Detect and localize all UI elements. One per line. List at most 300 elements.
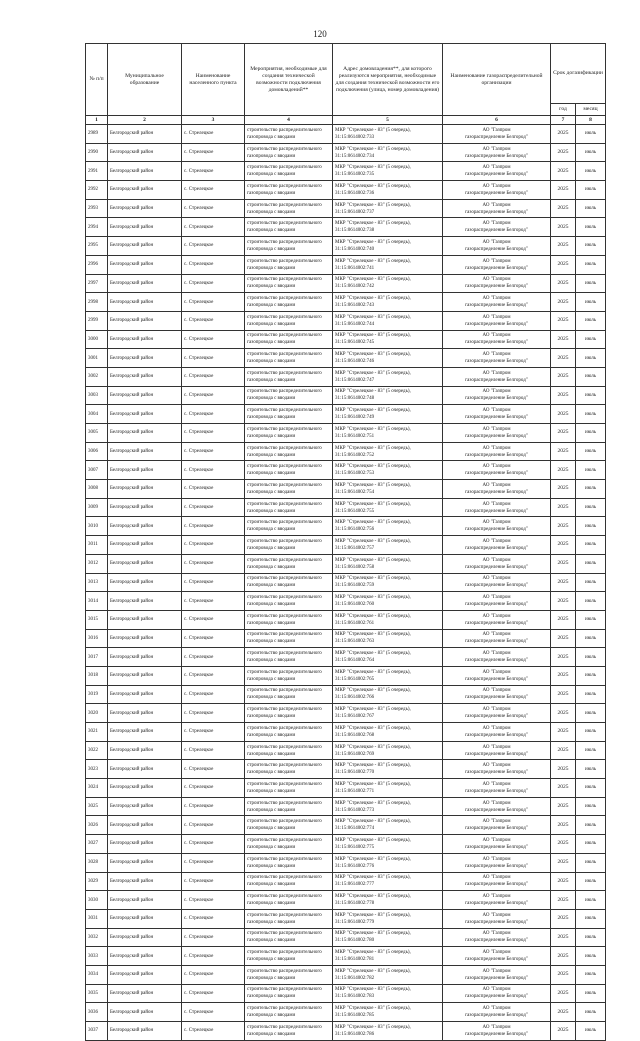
table-header: [86, 44, 606, 125]
row-address: [333, 872, 443, 891]
row-org: [443, 1022, 551, 1041]
row-measures: [245, 199, 333, 218]
row-org-text: газораспределение Белгород": [465, 134, 528, 140]
row-settlement: [182, 984, 245, 1003]
row-municipality: [108, 573, 182, 592]
row-settlement-text: с. Стрелецкое: [184, 374, 214, 380]
row-month: [576, 1022, 606, 1041]
row-settlement: [182, 723, 245, 742]
table-row: [86, 853, 606, 872]
row-month: [576, 386, 606, 405]
row-measures-text: газопровода с вводами: [247, 658, 296, 664]
row-org-text: газораспределение Белгород": [465, 265, 528, 271]
row-municipality-text: Белгородский район: [110, 150, 154, 156]
row-address-text: 31:15:0614002:748: [335, 396, 375, 402]
row-measures-text: строительство распределительного: [247, 968, 322, 974]
row-municipality: [108, 947, 182, 966]
row-address: [333, 162, 443, 181]
row-municipality-text: Белгородский район: [110, 187, 154, 193]
row-org-text: газораспределение Белгород": [465, 246, 528, 252]
row-month-text: июль: [584, 411, 597, 417]
row-org-text: газораспределение Белгород": [465, 359, 528, 365]
row-org-text: АО "Газпром: [482, 127, 511, 133]
row-number-text: 3036: [88, 1009, 98, 1015]
row-measures-text: строительство распределительного: [247, 221, 322, 227]
row-month: [576, 442, 606, 461]
row-settlement-text: с. Стрелецкое: [184, 187, 214, 193]
row-municipality-text: Белгородский район: [110, 280, 154, 286]
row-number-text: 3003: [88, 392, 98, 398]
row-address-text: 31:15:0614002:747: [335, 377, 375, 383]
row-org-text: АО "Газпром: [482, 781, 511, 787]
row-year-text: 2025: [557, 1027, 569, 1034]
row-org-text: АО "Газпром: [482, 856, 511, 862]
row-measures: [245, 237, 333, 256]
row-address-text: МКР "Стрелецкое - 83" (5 очередь),: [335, 501, 411, 507]
row-org: [443, 797, 551, 816]
row-org: [443, 947, 551, 966]
row-number: [86, 610, 108, 629]
row-year: [551, 965, 576, 984]
table-row: [86, 498, 606, 517]
row-org-text: АО "Газпром: [482, 987, 511, 993]
row-settlement-text: с. Стрелецкое: [184, 318, 214, 324]
row-measures: [245, 1022, 333, 1041]
row-month-text: июль: [584, 523, 597, 529]
row-address-text: 31:15:0614002:771: [335, 788, 375, 794]
row-org-text: газораспределение Белгород": [465, 209, 528, 215]
table-row: [86, 723, 606, 742]
row-year-text: 2025: [557, 728, 569, 735]
row-year-text: 2025: [557, 186, 569, 193]
row-address-text: МКР "Стрелецкое - 83" (5 очередь),: [335, 296, 411, 302]
row-settlement-text: с. Стрелецкое: [184, 467, 214, 473]
row-measures-text: строительство распределительного: [247, 464, 322, 470]
row-measures-text: газопровода с вводами: [247, 303, 296, 309]
row-org-text: АО "Газпром: [482, 800, 511, 806]
row-year-text: 2025: [557, 859, 569, 866]
row-settlement: [182, 536, 245, 555]
row-org-text: газораспределение Белгород": [465, 826, 528, 832]
row-org-text: газораспределение Белгород": [465, 770, 528, 776]
row-settlement: [182, 386, 245, 405]
row-month-text: июль: [584, 467, 597, 473]
row-org-text: газораспределение Белгород": [465, 844, 528, 850]
row-number-text: 3024: [88, 785, 98, 791]
row-measures-text: строительство распределительного: [247, 688, 322, 694]
row-org-text: газораспределение Белгород": [465, 190, 528, 196]
row-org: [443, 666, 551, 685]
row-address: [333, 1003, 443, 1022]
row-org-text: АО "Газпром: [482, 1006, 511, 1012]
row-municipality: [108, 853, 182, 872]
row-settlement-text: с. Стрелецкое: [184, 691, 214, 697]
row-measures-text: газопровода с вводами: [247, 583, 296, 589]
row-settlement-text: с. Стрелецкое: [184, 673, 214, 679]
row-org-text: газораспределение Белгород": [465, 340, 528, 346]
row-number-text: 3037: [88, 1028, 98, 1034]
row-month-text: июль: [584, 280, 597, 286]
row-settlement: [182, 498, 245, 517]
row-number: [86, 330, 108, 349]
row-year-text: 2025: [557, 354, 569, 361]
row-number: [86, 274, 108, 293]
row-measures-text: газопровода с вводами: [247, 377, 296, 383]
row-measures-text: строительство распределительного: [247, 165, 322, 171]
row-org-text: АО "Газпром: [482, 688, 511, 694]
row-measures-text: строительство распределительного: [247, 632, 322, 638]
row-address-text: МКР "Стрелецкое - 83" (5 очередь),: [335, 968, 411, 974]
row-address-text: 31:15:0614002:776: [335, 863, 375, 869]
row-number: [86, 741, 108, 760]
row-municipality-text: Белгородский район: [110, 785, 154, 791]
row-number: [86, 405, 108, 424]
row-org-text: газораспределение Белгород": [465, 471, 528, 477]
row-measures: [245, 442, 333, 461]
row-address-text: 31:15:0614002:763: [335, 639, 375, 645]
table-row: [86, 797, 606, 816]
row-measures-text: газопровода с вводами: [247, 246, 296, 252]
row-org: [443, 237, 551, 256]
row-address: [333, 461, 443, 480]
row-month-text: июль: [584, 766, 597, 772]
row-settlement: [182, 274, 245, 293]
row-address-text: МКР "Стрелецкое - 83" (5 очередь),: [335, 781, 411, 787]
row-settlement: [182, 1003, 245, 1022]
row-year-text: 2025: [557, 541, 569, 548]
row-address: [333, 573, 443, 592]
row-address-text: МКР "Стрелецкое - 83" (5 очередь),: [335, 595, 411, 601]
row-address-text: МКР "Стрелецкое - 83" (5 очередь),: [335, 669, 411, 675]
row-measures-text: газопровода с вводами: [247, 957, 296, 963]
row-month: [576, 143, 606, 162]
row-measures: [245, 891, 333, 910]
row-measures-text: строительство распределительного: [247, 613, 322, 619]
row-org: [443, 853, 551, 872]
row-number-text: 3001: [88, 355, 98, 361]
row-address-text: МКР "Стрелецкое - 83" (5 очередь),: [335, 819, 411, 825]
row-org: [443, 367, 551, 386]
row-municipality: [108, 648, 182, 667]
row-measures-text: строительство распределительного: [247, 856, 322, 862]
row-address: [333, 517, 443, 536]
row-municipality: [108, 293, 182, 312]
row-address: [333, 928, 443, 947]
row-number: [86, 218, 108, 237]
row-org: [443, 760, 551, 779]
row-municipality-text: Белгородский район: [110, 336, 154, 342]
row-year-text: 2025: [557, 373, 569, 380]
row-municipality: [108, 760, 182, 779]
row-settlement-text: с. Стрелецкое: [184, 131, 214, 137]
row-address-text: 31:15:0614002:766: [335, 695, 375, 701]
row-address-text: 31:15:0614002:753: [335, 471, 375, 477]
row-settlement-text: с. Стрелецкое: [184, 748, 214, 754]
row-org-text: газораспределение Белгород": [465, 1013, 528, 1019]
row-measures-text: газопровода с вводами: [247, 134, 296, 140]
row-month-text: июль: [584, 150, 597, 156]
row-settlement: [182, 293, 245, 312]
row-address: [333, 947, 443, 966]
row-org-text: АО "Газпром: [482, 950, 511, 956]
row-year-text: 2025: [557, 167, 569, 174]
row-address-text: МКР "Стрелецкое - 83" (5 очередь),: [335, 987, 411, 993]
row-settlement: [182, 629, 245, 648]
row-org-text: АО "Газпром: [482, 669, 511, 675]
row-address-text: МКР "Стрелецкое - 83" (5 очередь),: [335, 1006, 411, 1012]
row-settlement-text: с. Стрелецкое: [184, 299, 214, 305]
row-number: [86, 386, 108, 405]
row-settlement: [182, 1022, 245, 1041]
row-municipality-text: Белгородский район: [110, 1028, 154, 1034]
row-year: [551, 704, 576, 723]
table-row: [86, 536, 606, 555]
row-org: [443, 162, 551, 181]
row-org: [443, 723, 551, 742]
row-address: [333, 311, 443, 330]
row-year-text: 2025: [557, 971, 569, 978]
row-measures-text: газопровода с вводами: [247, 153, 296, 159]
row-municipality-text: Белгородский район: [110, 953, 154, 959]
row-month: [576, 424, 606, 443]
row-address-text: МКР "Стрелецкое - 83" (5 очередь),: [335, 389, 411, 395]
header-month: месяц: [576, 104, 606, 116]
row-number: [86, 1003, 108, 1022]
table-row: [86, 1022, 606, 1041]
row-measures-text: газопровода с вводами: [247, 190, 296, 196]
row-measures-text: газопровода с вводами: [247, 788, 296, 794]
row-number-text: 2998: [88, 299, 98, 305]
row-month-text: июль: [584, 822, 597, 828]
row-number-text: 2992: [88, 187, 98, 193]
row-org: [443, 293, 551, 312]
row-year-text: 2025: [557, 840, 569, 847]
row-measures: [245, 274, 333, 293]
row-municipality-text: Белгородский район: [110, 467, 154, 473]
gasification-table: [85, 43, 606, 1041]
row-address-text: 31:15:0614002:779: [335, 919, 375, 925]
row-settlement: [182, 349, 245, 368]
row-settlement-text: с. Стрелецкое: [184, 579, 214, 585]
row-number: [86, 984, 108, 1003]
row-org: [443, 274, 551, 293]
row-address-text: МКР "Стрелецкое - 83" (5 очередь),: [335, 183, 411, 189]
row-measures-text: газопровода с вводами: [247, 639, 296, 645]
row-number-text: 3023: [88, 766, 98, 772]
row-org: [443, 461, 551, 480]
table-row: [86, 125, 606, 144]
row-settlement-text: с. Стрелецкое: [184, 262, 214, 268]
row-measures-text: газопровода с вводами: [247, 1031, 296, 1037]
row-address-text: 31:15:0614002:774: [335, 826, 375, 832]
row-measures-text: газопровода с вводами: [247, 209, 296, 215]
row-month: [576, 181, 606, 200]
row-settlement: [182, 928, 245, 947]
row-measures: [245, 311, 333, 330]
row-org-text: АО "Газпром: [482, 520, 511, 526]
table-row: [86, 965, 606, 984]
row-month: [576, 760, 606, 779]
row-address-text: 31:15:0614002:768: [335, 732, 375, 738]
table-row: [86, 480, 606, 499]
row-year-text: 2025: [557, 915, 569, 922]
row-year-text: 2025: [557, 242, 569, 249]
row-month-text: июль: [584, 243, 597, 249]
table-row: [86, 629, 606, 648]
row-settlement: [182, 760, 245, 779]
row-municipality-text: Белгородский район: [110, 897, 154, 903]
row-settlement: [182, 480, 245, 499]
row-address: [333, 760, 443, 779]
row-municipality-text: Белгородский район: [110, 392, 154, 398]
row-measures-text: строительство распределительного: [247, 202, 322, 208]
row-number-text: 3020: [88, 710, 98, 716]
row-month-text: июль: [584, 972, 597, 978]
row-municipality: [108, 442, 182, 461]
row-year: [551, 442, 576, 461]
row-settlement-text: с. Стрелецкое: [184, 1009, 214, 1015]
row-measures: [245, 629, 333, 648]
row-number: [86, 536, 108, 555]
row-address: [333, 349, 443, 368]
row-settlement-text: с. Стрелецкое: [184, 972, 214, 978]
row-measures-text: строительство распределительного: [247, 894, 322, 900]
row-settlement: [182, 947, 245, 966]
row-month-text: июль: [584, 729, 597, 735]
row-year: [551, 891, 576, 910]
row-municipality: [108, 685, 182, 704]
table-row: [86, 386, 606, 405]
row-number-text: 3026: [88, 822, 98, 828]
row-address: [333, 909, 443, 928]
row-number-text: 3022: [88, 748, 98, 754]
row-address-text: МКР "Стрелецкое - 83" (5 очередь),: [335, 239, 411, 245]
row-measures: [245, 143, 333, 162]
row-settlement: [182, 797, 245, 816]
row-number: [86, 349, 108, 368]
row-settlement: [182, 405, 245, 424]
row-municipality-text: Белгородский район: [110, 748, 154, 754]
row-year: [551, 274, 576, 293]
row-year-text: 2025: [557, 448, 569, 455]
row-org: [443, 629, 551, 648]
row-month: [576, 1003, 606, 1022]
header-term: Срок догазификации: [551, 44, 606, 104]
row-month: [576, 218, 606, 237]
row-org-text: АО "Газпром: [482, 314, 511, 320]
row-year-text: 2025: [557, 578, 569, 585]
row-settlement-text: с. Стрелецкое: [184, 766, 214, 772]
table-row: [86, 554, 606, 573]
row-address-text: 31:15:0614002:735: [335, 172, 375, 178]
row-measures: [245, 947, 333, 966]
row-measures-text: строительство распределительного: [247, 669, 322, 675]
row-municipality: [108, 480, 182, 499]
row-measures: [245, 984, 333, 1003]
row-address: [333, 723, 443, 742]
row-municipality-text: Белгородский район: [110, 822, 154, 828]
row-number-text: 3010: [88, 523, 98, 529]
table-row: [86, 293, 606, 312]
row-address: [333, 218, 443, 237]
table-row: [86, 816, 606, 835]
row-month-text: июль: [584, 430, 597, 436]
row-settlement-text: с. Стрелецкое: [184, 822, 214, 828]
row-address: [333, 816, 443, 835]
row-address-text: 31:15:0614002:743: [335, 303, 375, 309]
row-municipality-text: Белгородский район: [110, 635, 154, 641]
row-municipality: [108, 517, 182, 536]
row-number: [86, 629, 108, 648]
row-settlement: [182, 872, 245, 891]
row-measures-text: газопровода с вводами: [247, 415, 296, 421]
row-year: [551, 984, 576, 1003]
row-month-text: июль: [584, 598, 597, 604]
row-settlement: [182, 554, 245, 573]
row-org: [443, 125, 551, 144]
row-number-text: 3015: [88, 617, 98, 623]
row-org: [443, 704, 551, 723]
row-address-text: 31:15:0614002:783: [335, 994, 375, 1000]
row-month: [576, 162, 606, 181]
row-address-text: МКР "Стрелецкое - 83" (5 очередь),: [335, 333, 411, 339]
row-measures: [245, 835, 333, 854]
row-address-text: 31:15:0614002:755: [335, 508, 375, 514]
row-year-text: 2025: [557, 597, 569, 604]
row-number: [86, 162, 108, 181]
row-measures-text: строительство распределительного: [247, 725, 322, 731]
row-municipality-text: Белгородский район: [110, 766, 154, 772]
row-settlement: [182, 573, 245, 592]
row-org: [443, 554, 551, 573]
row-month: [576, 554, 606, 573]
table-row: [86, 143, 606, 162]
row-measures: [245, 573, 333, 592]
table-row: [86, 872, 606, 891]
row-settlement: [182, 965, 245, 984]
row-org-text: АО "Газпром: [482, 221, 511, 227]
row-municipality: [108, 965, 182, 984]
row-number: [86, 1022, 108, 1041]
row-measures: [245, 125, 333, 144]
row-org-text: газораспределение Белгород": [465, 583, 528, 589]
row-month-text: июль: [584, 691, 597, 697]
row-number: [86, 872, 108, 891]
table-row: [86, 162, 606, 181]
row-municipality: [108, 536, 182, 555]
row-number-text: 3004: [88, 411, 98, 417]
row-settlement: [182, 330, 245, 349]
row-number-text: 3013: [88, 579, 98, 585]
row-year: [551, 293, 576, 312]
row-address-text: МКР "Стрелецкое - 83" (5 очередь),: [335, 632, 411, 638]
row-settlement-text: с. Стрелецкое: [184, 243, 214, 249]
row-address-text: МКР "Стрелецкое - 83" (5 очередь),: [335, 408, 411, 414]
row-address-text: МКР "Стрелецкое - 83" (5 очередь),: [335, 1024, 411, 1030]
row-municipality: [108, 367, 182, 386]
row-address-text: МКР "Стрелецкое - 83" (5 очередь),: [335, 613, 411, 619]
row-measures: [245, 704, 333, 723]
row-settlement-text: с. Стрелецкое: [184, 934, 214, 940]
row-measures: [245, 723, 333, 742]
row-measures: [245, 797, 333, 816]
row-number-text: 2995: [88, 243, 98, 249]
row-org-text: газораспределение Белгород": [465, 602, 528, 608]
row-year: [551, 517, 576, 536]
row-org-text: АО "Газпром: [482, 445, 511, 451]
row-municipality-text: Белгородский район: [110, 729, 154, 735]
row-org: [443, 536, 551, 555]
